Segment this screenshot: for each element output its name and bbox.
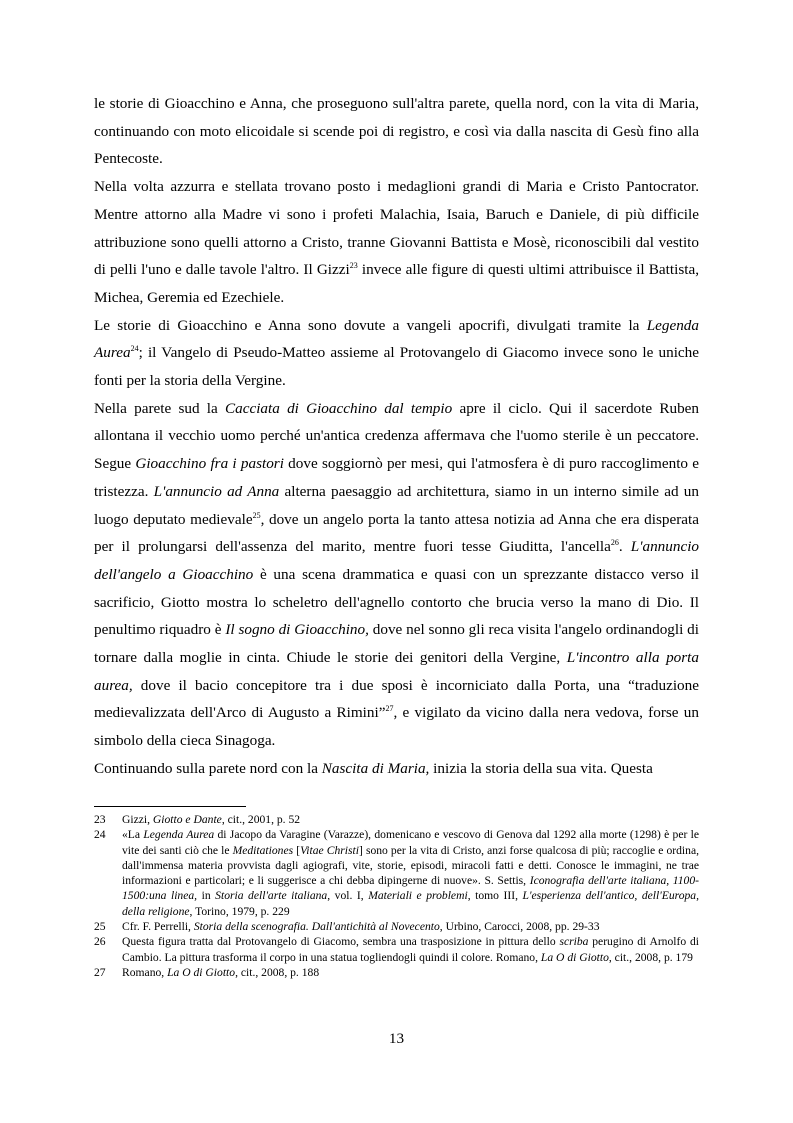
footnote-ref-27[interactable]: 27 <box>385 704 394 714</box>
footnote-ref-24[interactable]: 24 <box>130 344 139 354</box>
text-run: «La <box>122 828 144 842</box>
text-run: , vol. I, <box>327 889 369 903</box>
paragraph-5 <box>94 755 699 783</box>
text-run: , cit., 2001, p. 52 <box>221 813 301 826</box>
text-run: inizia la storia della sua vita. Questa <box>429 759 653 777</box>
footnote-27 <box>94 965 699 980</box>
italic-title: L'incontro alla porta aurea, <box>94 649 699 694</box>
text-run: è una scena drammatica e quasi con un sprezzante distacco verso il sacrificio, Giotto mostra lo scheletro dell'agnello contorto che brucia verso la mano di Dio. Il penultimo riquadro è <box>94 565 700 639</box>
italic-title: Cacciata di Gioacchino dal tempio <box>225 399 453 417</box>
footnote-number: 23 <box>94 813 106 826</box>
italic-title: Nascita di Maria, <box>321 759 430 777</box>
footnote-number: 25 <box>94 920 106 934</box>
text-run: ] sono per la vita di Cristo, anzi forse qualcosa di più; raccoglie e ordina, dall'immensa materia provvista dagli agiografi, vite, storie, episodi, miracoli fatti e detti. Conosce le immagini, ne trae informazioni e particolari; e li suggerisce a chi debba dipingerne di nuove». S. Settis, <box>122 843 699 888</box>
text-run: le storie di Gioacchino e Anna, che proseguono sull'altra parete, quella nord, con la vita di Maria, continuando con moto elicoidale si scende poi di registro, e così via dalla nascita di Gesù fino alla Pentecoste. <box>94 95 699 168</box>
footnote-text <box>122 812 699 827</box>
italic-title: L'esperienza dell'antico, dell'Europa, della religione <box>122 889 699 918</box>
text-run: , cit., 2008, p. 188 <box>235 965 320 979</box>
footnote-text <box>122 827 699 919</box>
footnote-text <box>122 934 699 965</box>
paragraph-4 <box>94 395 699 755</box>
italic-title: Legenda Aurea <box>94 316 699 362</box>
italic-title: Iconografia dell'arte italiana, 1100-1500:una linea, <box>122 874 699 903</box>
footnote-ref-26[interactable]: 26 <box>610 538 619 548</box>
italic-title: Gioacchino fra i pastori <box>135 455 284 473</box>
italic-title: Giotto e Dante <box>152 813 222 826</box>
italic-title: Meditationes <box>232 843 294 857</box>
text-run: . <box>618 538 631 556</box>
paragraph-2 <box>94 173 699 312</box>
footnote-ref-25[interactable]: 25 <box>252 510 261 520</box>
text-run: di Jacopo da Varagine (Varazze), domenicano e vescovo di Genova dal 1292 alla morte (1298) è per le vite dei santi ciò che le <box>122 828 699 857</box>
text-run: [ <box>293 843 301 857</box>
italic-title: Materiali e problemi <box>368 889 468 903</box>
footnote-25 <box>94 919 699 934</box>
text-run: Cfr. F. Perrelli, <box>122 920 194 934</box>
text-run: , e vigilato da vicino dalla nera vedova, forse un simbolo della cieca Sinagoga. <box>94 704 699 750</box>
text-run: Romano, <box>122 965 168 979</box>
italic-title: Storia dell'arte italiana <box>215 889 328 903</box>
italic-title: scriba <box>559 935 589 949</box>
footnote-separator <box>94 806 246 807</box>
footnote-26 <box>94 934 699 965</box>
text-run: invece alle figure di questi ultimi attribuisce il Battista, Michea, Geremia ed Ezechiele. <box>94 261 699 306</box>
text-run: , Torino, 1979, p. 229 <box>189 904 290 918</box>
text-run: dove il bacio concepitore tra i due sposi è incorniciato dalla Porta, una “traduzione medievalizzata dell'Arco di Augusto a Rimini” <box>94 676 699 722</box>
footnote-number: 24 <box>94 828 106 842</box>
italic-title: Vitae Christi <box>300 843 359 857</box>
body-text <box>94 90 699 783</box>
italic-title: La O di Giotto <box>540 950 609 964</box>
text-run: Nella volta azzurra e stellata trovano posto i medaglioni grandi di Maria e Cristo Pantocrator. Mentre attorno alla Madre vi sono i profeti Malachia, Isaia, Baruch e Daniele, di più difficile attribuzione sono quelli attorno a Cristo, tranne Giovanni Battista e Mosè, riconoscibili dal vestito di pelli l'uno e dalle tavole l'altro. Il Gizzi <box>94 178 699 279</box>
text-run: in <box>197 889 216 903</box>
footnote-ref-23[interactable]: 23 <box>349 261 358 271</box>
text-run: Questa figura tratta dal Protovangelo di Giacomo, sembra una trasposizione in pittura dello <box>122 935 560 949</box>
text-run: dove nel sonno gli reca visita l'angelo ordinandogli di tornare dalla moglie in cinta. Chiude le storie dei genitori della Vergine, <box>94 621 699 667</box>
italic-title: La O di Giotto <box>167 965 236 979</box>
paragraph-1 <box>94 90 699 173</box>
italic-title: Il sogno di Gioacchino, <box>225 621 369 639</box>
text-run: Gizzi, <box>122 813 153 826</box>
text-run: perugino di Arnolfo di Cambio. La pittura trasforma il corpo in una statua togliendogli quindi il colore. Romano, <box>122 935 699 964</box>
text-run: alterna paesaggio ad architettura, siamo in un interno simile ad un luogo deputato medievale <box>94 482 699 528</box>
italic-title: Legenda Aurea <box>143 828 215 842</box>
italic-title: Storia della scenografia. Dall'antichità al Novecento <box>193 920 440 934</box>
footnote-number: 27 <box>94 965 106 979</box>
text-run: Nella parete sud la <box>94 399 225 417</box>
text-run: , dove un angelo porta la tanto attesa notizia ad Anna che era disperata per il prolungarsi dell'assenza del marito, mentre fuori tesse Giuditta, l'ancella <box>94 510 700 556</box>
footnotes <box>94 812 699 980</box>
footnote-24 <box>94 827 699 919</box>
page-body <box>94 90 699 783</box>
text-run: Le storie di Gioacchino e Anna sono dovute a vangeli apocrifi, divulgati tramite la <box>94 316 647 334</box>
footnote-23 <box>94 812 699 827</box>
italic-title: L'annuncio dell'angelo a Gioacchino <box>94 538 700 583</box>
italic-title: L'annuncio ad Anna <box>153 482 280 500</box>
footnote-text <box>122 965 699 980</box>
footnote-text <box>122 919 699 934</box>
footnote-number: 26 <box>94 935 106 949</box>
text-run: ; il Vangelo di Pseudo-Matteo assieme al Protovangelo di Giacomo invece sono le uniche fonti per la storia della Vergine. <box>94 344 699 390</box>
text-run: Continuando sulla parete nord con la <box>94 759 322 777</box>
paragraph-3 <box>94 312 699 395</box>
text-run: dove soggiornò per mesi, qui l'atmosfera è di puro raccoglimento e tristezza. <box>94 455 699 500</box>
text-run: , Urbino, Carocci, 2008, pp. 29-33 <box>439 920 600 934</box>
text-run: apre il ciclo. Qui il sacerdote Ruben allontana il vecchio uomo perché un'antica credenza affermava che l'uomo sterile è un peccatore. Segue <box>94 399 699 473</box>
text-run: , tomo III, <box>467 889 523 903</box>
page-number: 13 <box>388 1030 405 1047</box>
text-run: , cit., 2008, p. 179 <box>608 950 693 964</box>
